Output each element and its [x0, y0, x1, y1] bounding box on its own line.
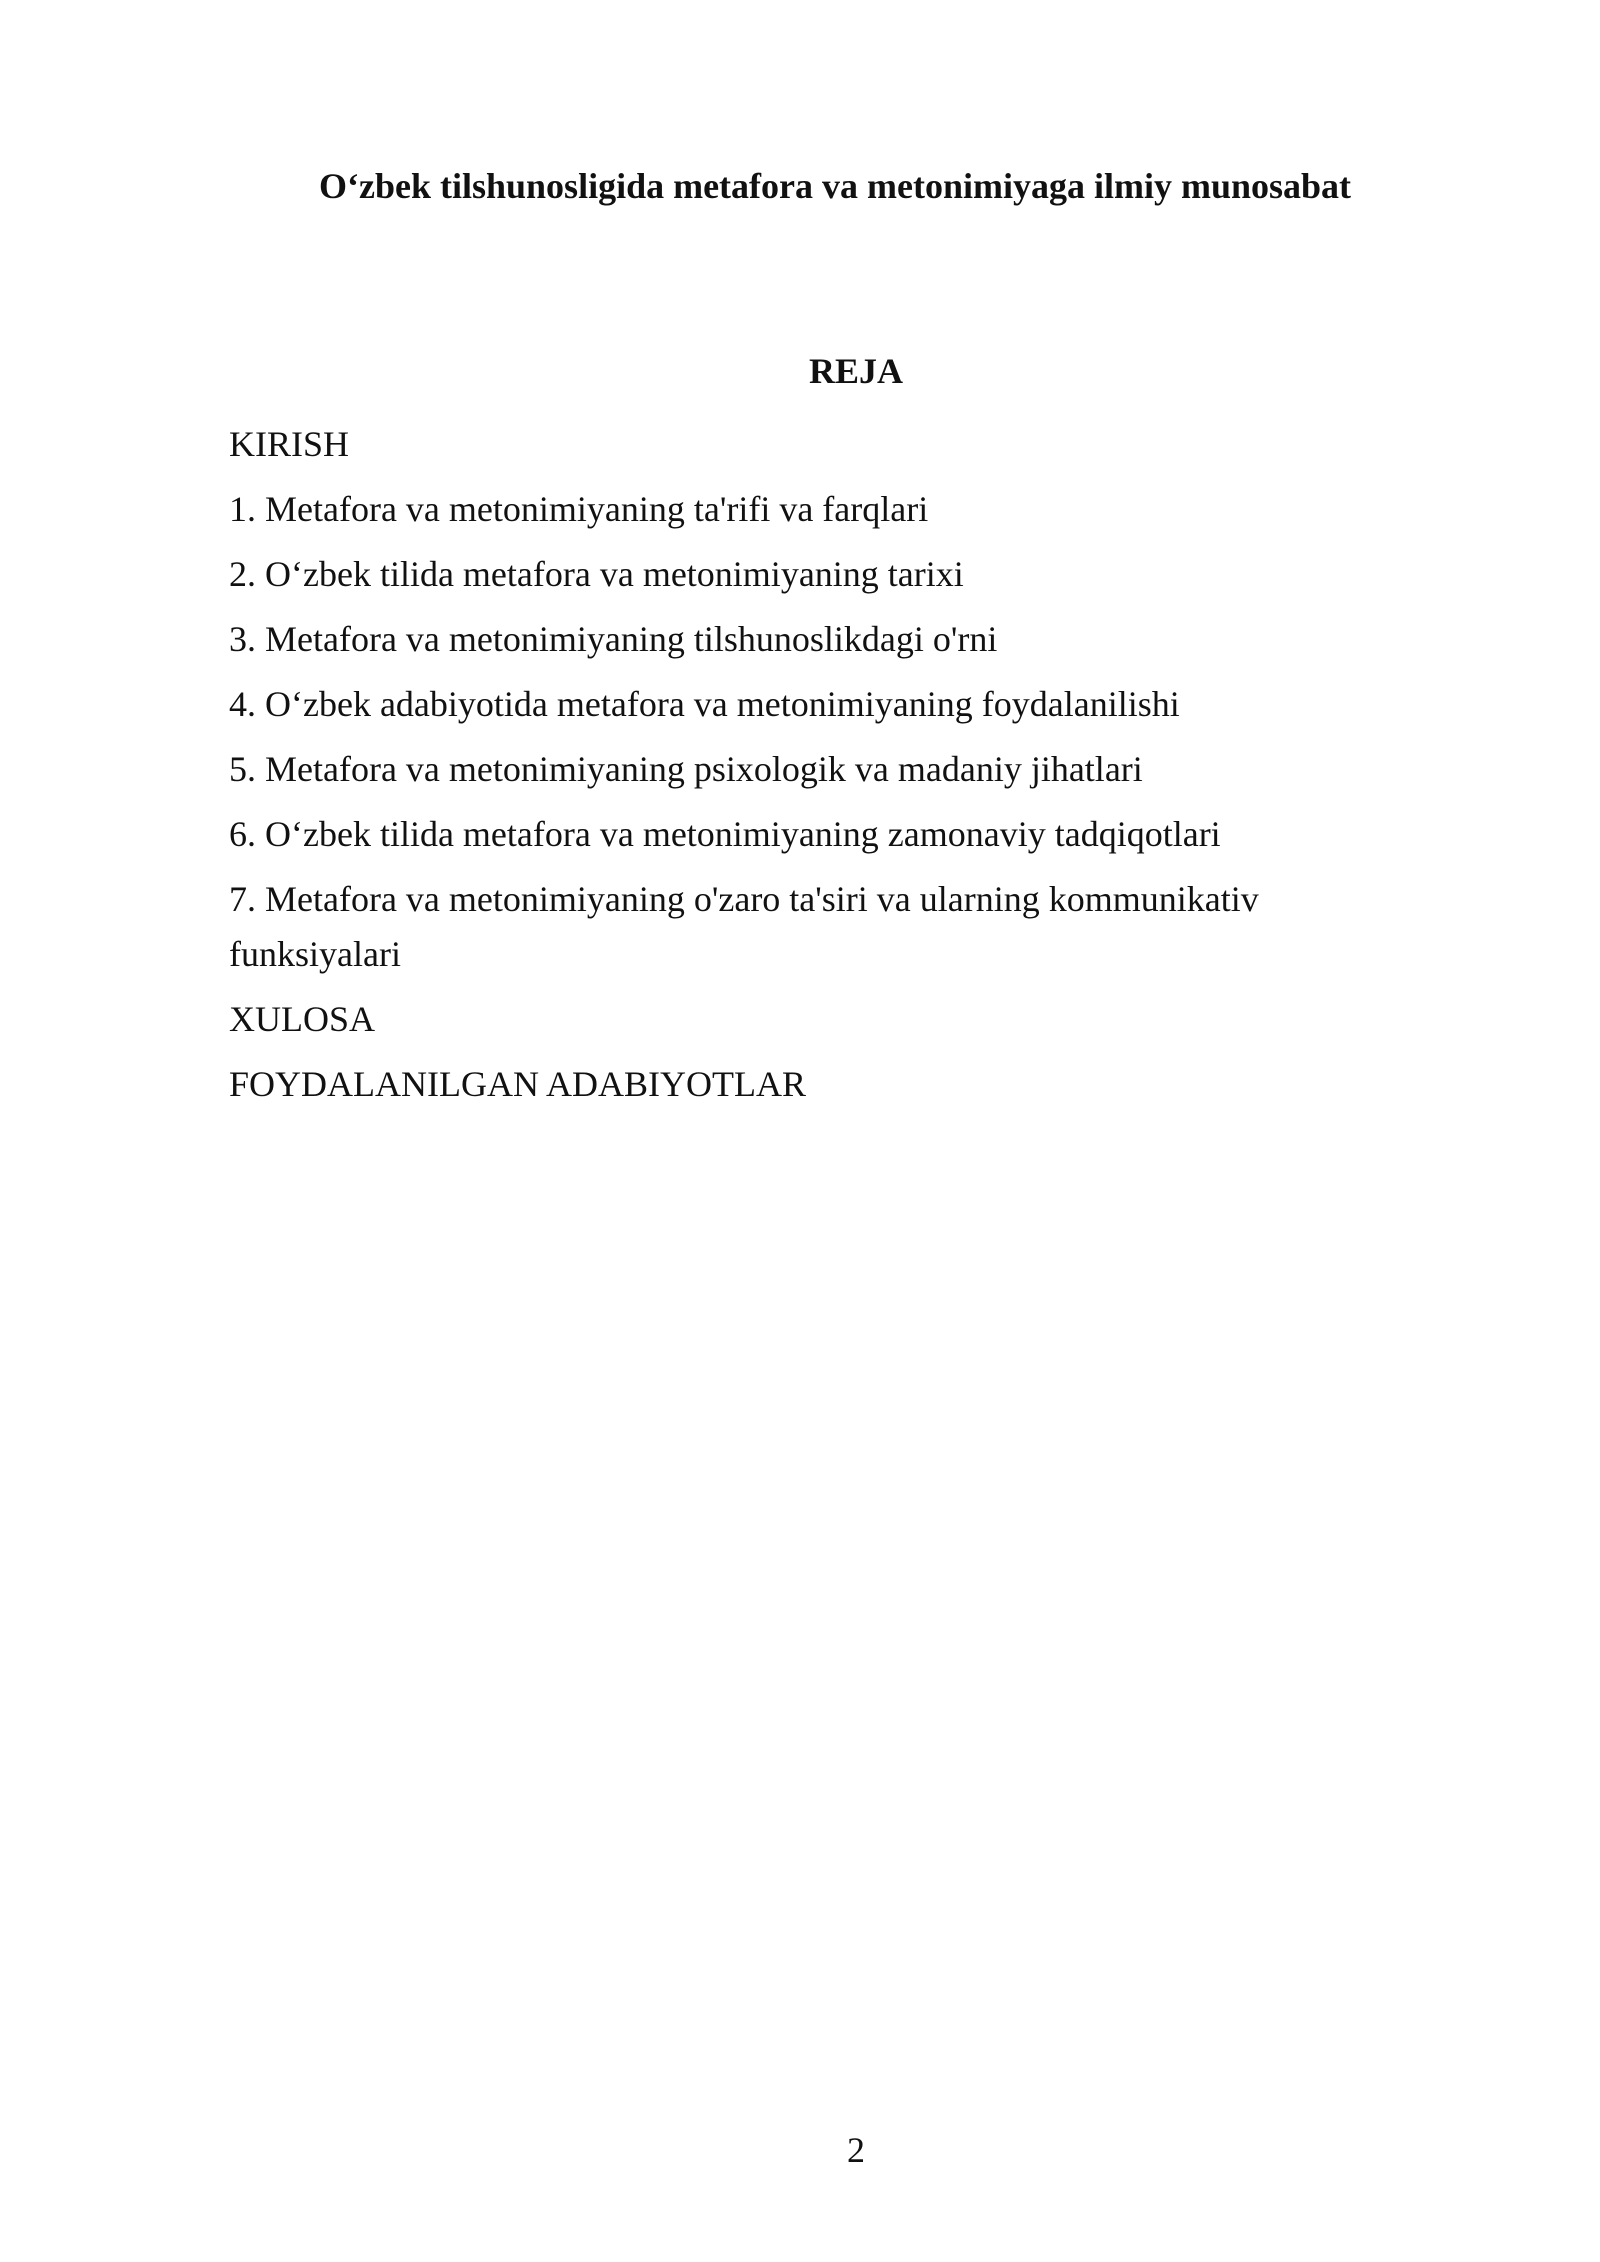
plan-item-conclusion: XULOSA	[229, 999, 376, 1039]
plan-item-4: 4. O‘zbek adabiyotida metafora va metonimiyaning foydalanilishi	[229, 684, 1180, 724]
plan-item-1: 1. Metafora va metonimiyaning ta'rifi va farqlari	[229, 489, 929, 529]
plan-heading: REJA	[808, 351, 903, 391]
document-title: O‘zbek tilshunosligida metafora va metonimiyaga ilmiy munosabat	[319, 166, 1352, 206]
plan-item-5: 5. Metafora va metonimiyaning psixologik va madaniy jihatlari	[229, 749, 1143, 789]
plan-item-references: FOYDALANILGAN ADABIYOTLAR	[229, 1064, 806, 1104]
plan-list	[229, 417, 1369, 1122]
plan-item-intro: KIRISH	[229, 424, 350, 464]
plan-item-2: 2. O‘zbek tilida metafora va metonimiyaning tarixi	[229, 554, 964, 594]
plan-item-7: 7. Metafora va metonimiyaning o'zaro ta'siri va ularning kommunikativ funksiyalari	[229, 879, 1259, 974]
plan-item-6: 6. O‘zbek tilida metafora va metonimiyaning zamonaviy tadqiqotlari	[229, 814, 1221, 854]
page-number: 2	[847, 2130, 865, 2170]
plan-item-3: 3. Metafora va metonimiyaning tilshunoslikdagi o'rni	[229, 619, 998, 659]
